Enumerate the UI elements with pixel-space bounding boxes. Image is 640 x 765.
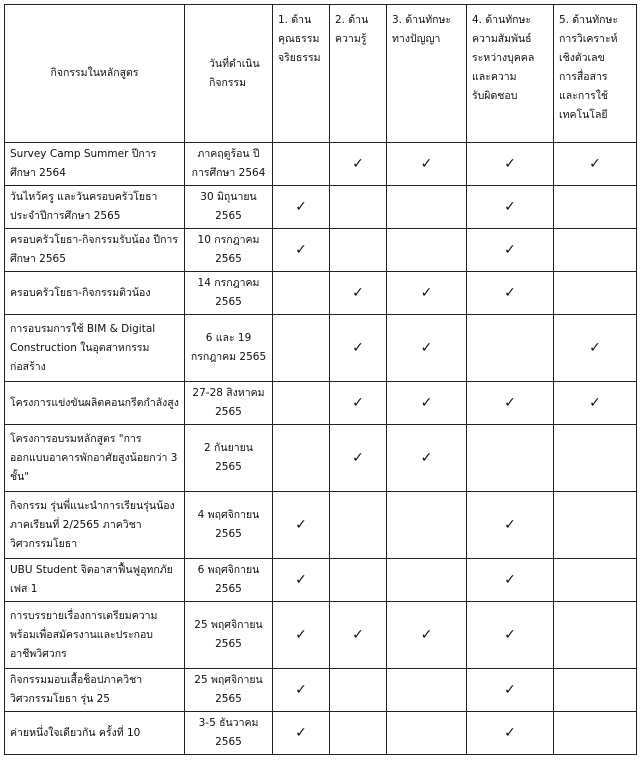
criterion-cell (330, 602, 387, 669)
criterion-cell (330, 272, 387, 315)
check-mark-icon: ✓ (504, 241, 516, 258)
criterion-cell (387, 712, 467, 755)
criterion-cell (467, 425, 554, 492)
criterion-cell (387, 229, 467, 272)
criterion-cell (273, 315, 330, 382)
check-mark-icon: ✓ (420, 449, 433, 466)
criterion-cell (554, 229, 637, 272)
check-mark-icon: ✓ (352, 449, 364, 466)
criterion-cell (330, 712, 387, 755)
check-mark-icon: ✓ (589, 155, 601, 172)
date-cell: 6 พฤศจิกายน 2565 (185, 559, 273, 602)
table-row (5, 712, 637, 755)
criterion-cell (330, 229, 387, 272)
table-row (5, 492, 637, 559)
activities-table (4, 4, 637, 755)
table-container (4, 4, 637, 755)
criterion-cell (273, 602, 330, 669)
table-row (5, 382, 637, 425)
criterion-cell (467, 229, 554, 272)
check-mark-icon: ✓ (420, 284, 433, 301)
criterion-cell (330, 315, 387, 382)
activity-cell: วันไหว้ครู และวันครอบครัวโยธา ประจำปีการศึกษา 2565 (5, 186, 185, 229)
check-mark-icon: ✓ (352, 339, 364, 356)
check-mark-icon: ✓ (420, 155, 433, 172)
criterion-cell (273, 425, 330, 492)
check-mark-icon: ✓ (504, 516, 516, 533)
activity-cell: กิจกรรมมอบเสื้อช็อปภาควิชาวิศวกรรมโยธา รุ่น 25 (5, 669, 185, 712)
criterion-cell (330, 186, 387, 229)
check-mark-icon: ✓ (504, 155, 516, 172)
header-date: วันที่ดำเนิน กิจกรรม (185, 5, 273, 143)
date-cell: 14 กรกฎาคม 2565 (185, 272, 273, 315)
criterion-cell (273, 669, 330, 712)
header-row (5, 5, 637, 143)
check-mark-icon: ✓ (295, 198, 307, 215)
check-mark-icon: ✓ (420, 339, 433, 356)
check-mark-icon: ✓ (504, 571, 516, 588)
header-numerical-communication-it-skills: 5. ด้านทักษะ การวิเคราะห์ เชิงตัวเลข การสื่อสาร และการใช้ เทคโนโลยี (554, 5, 637, 143)
criterion-cell (467, 382, 554, 425)
criterion-cell (273, 272, 330, 315)
check-mark-icon: ✓ (589, 394, 601, 411)
activity-cell: โครงการแข่งขันผลิตคอนกรีตกำลังสูง (5, 382, 185, 425)
criterion-cell (554, 559, 637, 602)
criterion-cell (554, 272, 637, 315)
criterion-cell (387, 602, 467, 669)
header-knowledge: 2. ด้าน ความรู้ (330, 5, 387, 143)
activity-cell: โครงการอบรมหลักสูตร "การออกแบบอาคารพักอาศัยสูงน้อยกว่า 3 ชั้น" (5, 425, 185, 492)
date-cell: 25 พฤศจิกายน 2565 (185, 602, 273, 669)
table-header (5, 5, 637, 143)
check-mark-icon: ✓ (295, 724, 307, 741)
criterion-cell (330, 425, 387, 492)
criterion-cell (554, 315, 637, 382)
header-cognitive-skills: 3. ด้านทักษะ ทางปัญญา (387, 5, 467, 143)
date-cell: 3-5 ธันวาคม 2565 (185, 712, 273, 755)
criterion-cell (467, 559, 554, 602)
header-activity: กิจกรรมในหลักสูตร (5, 5, 185, 143)
date-cell: 2 กันยายน 2565 (185, 425, 273, 492)
criterion-cell (554, 712, 637, 755)
criterion-cell (330, 143, 387, 186)
criterion-cell (273, 229, 330, 272)
table-row (5, 229, 637, 272)
criterion-cell (387, 559, 467, 602)
criterion-cell (467, 143, 554, 186)
table-row (5, 602, 637, 669)
criterion-cell (387, 315, 467, 382)
criterion-cell (273, 559, 330, 602)
check-mark-icon: ✓ (420, 394, 433, 411)
criterion-cell (467, 669, 554, 712)
header-interpersonal-skills: 4. ด้านทักษะ ความสัมพันธ์ ระหว่างบุคคล และความ รับผิดชอบ (467, 5, 554, 143)
criterion-cell (554, 143, 637, 186)
criterion-cell (387, 186, 467, 229)
check-mark-icon: ✓ (295, 681, 307, 698)
table-row (5, 669, 637, 712)
table-row (5, 186, 637, 229)
date-cell: 4 พฤศจิกายน 2565 (185, 492, 273, 559)
check-mark-icon: ✓ (352, 626, 364, 643)
activity-cell: UBU Student จิตอาสาฟื้นฟูอุทกภัย เฟส 1 (5, 559, 185, 602)
criterion-cell (330, 382, 387, 425)
check-mark-icon: ✓ (504, 198, 516, 215)
criterion-cell (554, 186, 637, 229)
activity-cell: ค่ายหนึ่งใจเดียวกัน ครั้งที่ 10 (5, 712, 185, 755)
check-mark-icon: ✓ (295, 626, 307, 643)
date-cell: 6 และ 19 กรกฎาคม 2565 (185, 315, 273, 382)
criterion-cell (330, 559, 387, 602)
criterion-cell (467, 492, 554, 559)
date-cell: 30 มิถุนายน 2565 (185, 186, 273, 229)
table-row (5, 425, 637, 492)
check-mark-icon: ✓ (504, 681, 516, 698)
activity-cell: การอบรมการใช้ BIM & Digital Construction ในอุตสาหกรรมก่อสร้าง (5, 315, 185, 382)
criterion-cell (554, 492, 637, 559)
check-mark-icon: ✓ (352, 394, 364, 411)
criterion-cell (273, 186, 330, 229)
criterion-cell (467, 712, 554, 755)
check-mark-icon: ✓ (295, 516, 307, 533)
criterion-cell (387, 492, 467, 559)
criterion-cell (387, 143, 467, 186)
header-ethics: 1. ด้าน คุณธรรม จริยธรรม (273, 5, 330, 143)
criterion-cell (467, 315, 554, 382)
table-body (5, 143, 637, 755)
check-mark-icon: ✓ (504, 394, 516, 411)
check-mark-icon: ✓ (352, 284, 364, 301)
criterion-cell (387, 425, 467, 492)
table-row (5, 559, 637, 602)
check-mark-icon: ✓ (504, 626, 516, 643)
check-mark-icon: ✓ (420, 626, 433, 643)
criterion-cell (467, 186, 554, 229)
activity-cell: ครอบครัวโยธา-กิจกรรมติวน้อง (5, 272, 185, 315)
criterion-cell (467, 272, 554, 315)
check-mark-icon: ✓ (504, 284, 516, 301)
criterion-cell (554, 669, 637, 712)
criterion-cell (273, 712, 330, 755)
check-mark-icon: ✓ (504, 724, 516, 741)
activity-cell: Survey Camp Summer ปีการศึกษา 2564 (5, 143, 185, 186)
date-cell: 25 พฤศจิกายน 2565 (185, 669, 273, 712)
criterion-cell (554, 382, 637, 425)
date-cell: ภาคฤดูร้อน ปีการศึกษา 2564 (185, 143, 273, 186)
criterion-cell (467, 602, 554, 669)
date-cell: 10 กรกฎาคม 2565 (185, 229, 273, 272)
criterion-cell (330, 669, 387, 712)
criterion-cell (387, 272, 467, 315)
activity-cell: การบรรยายเรื่องการเตรียมความพร้อมเพื่อสมัครงานและประกอบอาชีพวิศวกร (5, 602, 185, 669)
table-row (5, 143, 637, 186)
check-mark-icon: ✓ (295, 241, 307, 258)
check-mark-icon: ✓ (589, 339, 601, 356)
activity-cell: กิจกรรม รุ่นพี่แนะนำการเรียนรุ่นน้อง ภาคเรียนที่ 2/2565 ภาควิชาวิศวกรรมโยธา (5, 492, 185, 559)
criterion-cell (387, 669, 467, 712)
check-mark-icon: ✓ (295, 571, 307, 588)
table-row (5, 272, 637, 315)
table-row (5, 315, 637, 382)
criterion-cell (273, 492, 330, 559)
criterion-cell (554, 602, 637, 669)
check-mark-icon: ✓ (352, 155, 364, 172)
criterion-cell (273, 382, 330, 425)
criterion-cell (554, 425, 637, 492)
criterion-cell (387, 382, 467, 425)
date-cell: 27-28 สิงหาคม 2565 (185, 382, 273, 425)
activity-cell: ครอบครัวโยธา-กิจกรรมรับน้อง ปีการศึกษา 2565 (5, 229, 185, 272)
criterion-cell (273, 143, 330, 186)
criterion-cell (330, 492, 387, 559)
